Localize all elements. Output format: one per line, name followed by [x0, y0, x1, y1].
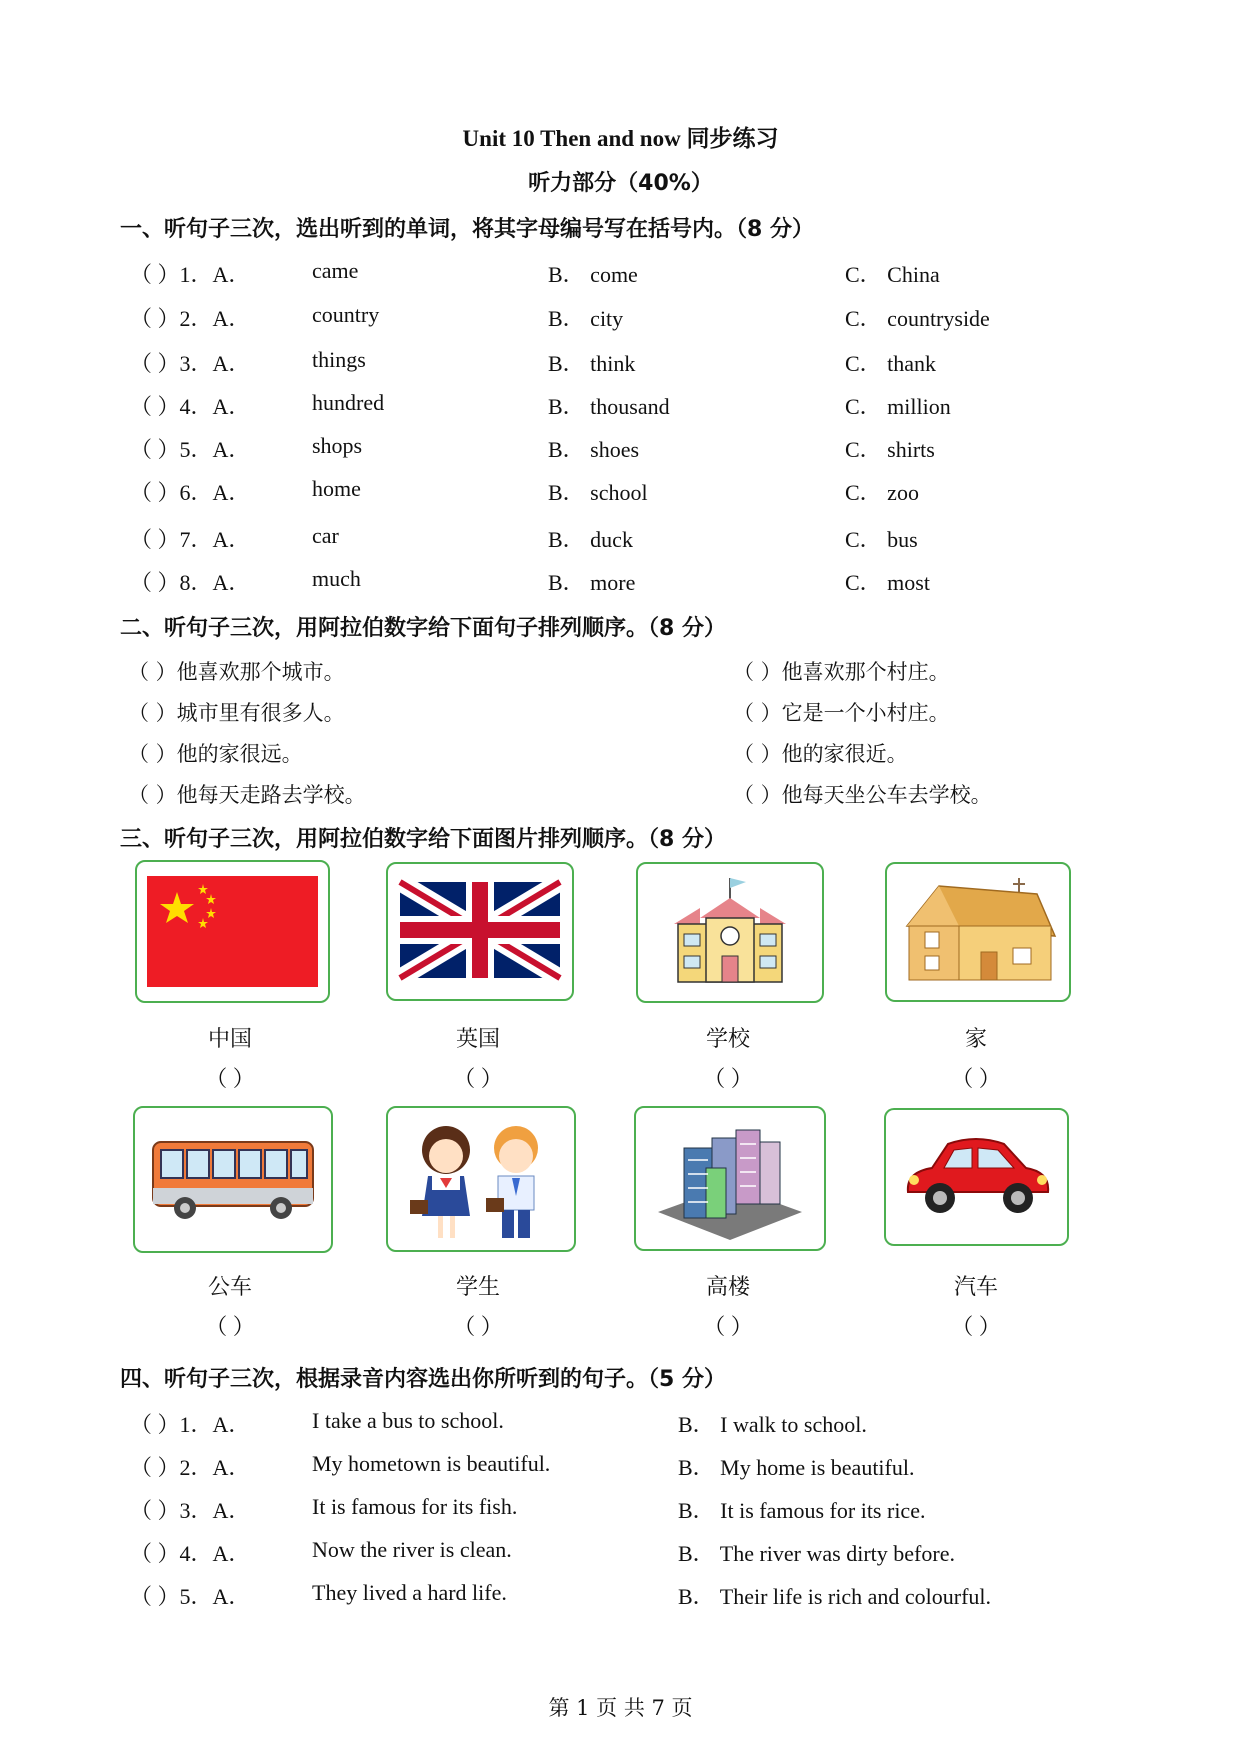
answer-blank[interactable]: （ ） — [205, 1314, 255, 1339]
buildings-icon — [636, 1108, 824, 1249]
buildings-picture — [634, 1106, 826, 1251]
picture-label-uk: 英国 — [455, 1027, 500, 1052]
option-c: C． countryside — [845, 306, 990, 331]
question-number[interactable]: （ ）3．A． — [130, 1498, 251, 1523]
option-b: B． Their life is rich and colourful. — [678, 1584, 992, 1609]
option-b: B． school — [548, 480, 648, 505]
picture-label-students: 学生 — [455, 1275, 500, 1300]
question-number[interactable]: （ ）3．A． — [130, 351, 251, 376]
option-b: B． I walk to school. — [678, 1412, 867, 1437]
answer-blank[interactable]: （ ） — [951, 1066, 1001, 1091]
picture-label-car: 汽车 — [953, 1275, 998, 1300]
sentence-order-item[interactable]: （ ）他的家很近。 — [733, 742, 908, 766]
option-a: Now the river is clean. — [312, 1537, 512, 1562]
option-b: B． thousand — [548, 394, 670, 419]
question-number[interactable]: （ ）5．A． — [130, 1584, 251, 1609]
option-a: hundred — [312, 390, 385, 415]
car-icon — [886, 1110, 1067, 1244]
option-c: C． most — [845, 570, 930, 595]
sentence-order-item[interactable]: （ ）他每天坐公车去学校。 — [733, 783, 992, 807]
sentence-order-item[interactable]: （ ）他的家很远。 — [128, 742, 303, 766]
option-b: B． city — [548, 306, 624, 331]
section4-heading: 四、听句子三次，根据录音内容选出你所听到的句子。（5 分） — [120, 1367, 726, 1392]
option-c: C． China — [845, 262, 940, 287]
sentence-order-item[interactable]: （ ）他喜欢那个村庄。 — [733, 660, 950, 684]
option-a: I take a bus to school. — [312, 1408, 504, 1433]
option-a: came — [312, 258, 359, 283]
picture-label-buildings: 高楼 — [705, 1275, 750, 1300]
option-c: C． million — [845, 394, 951, 419]
option-a: much — [312, 566, 361, 591]
page-title: Unit 10 Then and now 同步练习 — [462, 126, 779, 151]
option-c: C． bus — [845, 527, 918, 552]
picture-label-china: 中国 — [207, 1027, 252, 1052]
option-a: My hometown is beautiful. — [312, 1451, 551, 1476]
house-icon — [887, 864, 1069, 1000]
question-number[interactable]: （ ）8．A． — [130, 570, 251, 595]
students-picture — [386, 1106, 576, 1252]
section1-heading: 一、听句子三次，选出听到的单词，将其字母编号写在括号内。（8 分） — [120, 217, 814, 242]
option-a: country — [312, 302, 380, 327]
uk-flag-picture — [386, 862, 574, 1001]
sentence-order-item[interactable]: （ ）它是一个小村庄。 — [733, 701, 950, 725]
option-c: C． zoo — [845, 480, 919, 505]
answer-blank[interactable]: （ ） — [205, 1066, 255, 1091]
answer-blank[interactable]: （ ） — [703, 1314, 753, 1339]
option-a: car — [312, 523, 339, 548]
sentence-order-item[interactable]: （ ）他每天走路去学校。 — [128, 783, 366, 807]
option-b: B． The river was dirty before. — [678, 1541, 955, 1566]
picture-label-bus: 公车 — [207, 1275, 252, 1300]
page-number: 第 1 页 共 7 页 — [548, 1696, 693, 1720]
option-b: B． come — [548, 262, 638, 287]
sentence-order-item[interactable]: （ ）城市里有很多人。 — [128, 701, 345, 725]
bus-picture — [133, 1106, 333, 1253]
question-number[interactable]: （ ）1．A． — [130, 262, 251, 287]
option-b: B． It is famous for its rice. — [678, 1498, 926, 1523]
question-number[interactable]: （ ）4．A． — [130, 1541, 251, 1566]
option-b: B． shoes — [548, 437, 640, 462]
picture-label-home: 家 — [964, 1027, 987, 1052]
students-icon — [388, 1108, 574, 1250]
sentence-order-item[interactable]: （ ）他喜欢那个城市。 — [128, 660, 345, 684]
option-a: They lived a hard life. — [312, 1580, 507, 1605]
option-a: It is famous for its fish. — [312, 1494, 518, 1519]
question-number[interactable]: （ ）1．A． — [130, 1412, 251, 1437]
option-c: C． shirts — [845, 437, 935, 462]
china-flag-picture — [135, 860, 330, 1003]
option-b: B． think — [548, 351, 636, 376]
school-picture — [636, 862, 824, 1003]
answer-blank[interactable]: （ ） — [453, 1066, 503, 1091]
answer-blank[interactable]: （ ） — [951, 1314, 1001, 1339]
picture-label-school: 学校 — [705, 1027, 750, 1052]
option-b: B． My home is beautiful. — [678, 1455, 915, 1480]
section3-heading: 三、听句子三次，用阿拉伯数字给下面图片排列顺序。（8 分） — [120, 827, 726, 852]
option-b: B． duck — [548, 527, 633, 552]
section2-heading: 二、听句子三次，用阿拉伯数字给下面句子排列顺序。（8 分） — [120, 616, 726, 641]
question-number[interactable]: （ ）6．A． — [130, 480, 251, 505]
bus-icon — [135, 1108, 331, 1251]
question-number[interactable]: （ ）2．A． — [130, 1455, 251, 1480]
question-number[interactable]: （ ）4．A． — [130, 394, 251, 419]
option-b: B． more — [548, 570, 636, 595]
question-number[interactable]: （ ）7．A． — [130, 527, 251, 552]
answer-blank[interactable]: （ ） — [453, 1314, 503, 1339]
page-subtitle: 听力部分（40%） — [528, 171, 713, 196]
question-number[interactable]: （ ）5．A． — [130, 437, 251, 462]
china-flag-icon — [137, 862, 328, 1001]
car-picture — [884, 1108, 1069, 1246]
option-c: C． thank — [845, 351, 937, 376]
uk-flag-icon — [388, 864, 572, 999]
question-number[interactable]: （ ）2．A． — [130, 306, 251, 331]
option-a: home — [312, 476, 361, 501]
house-picture — [885, 862, 1071, 1002]
option-a: things — [312, 347, 366, 372]
option-a: shops — [312, 433, 363, 458]
school-icon — [638, 864, 822, 1001]
answer-blank[interactable]: （ ） — [703, 1066, 753, 1091]
